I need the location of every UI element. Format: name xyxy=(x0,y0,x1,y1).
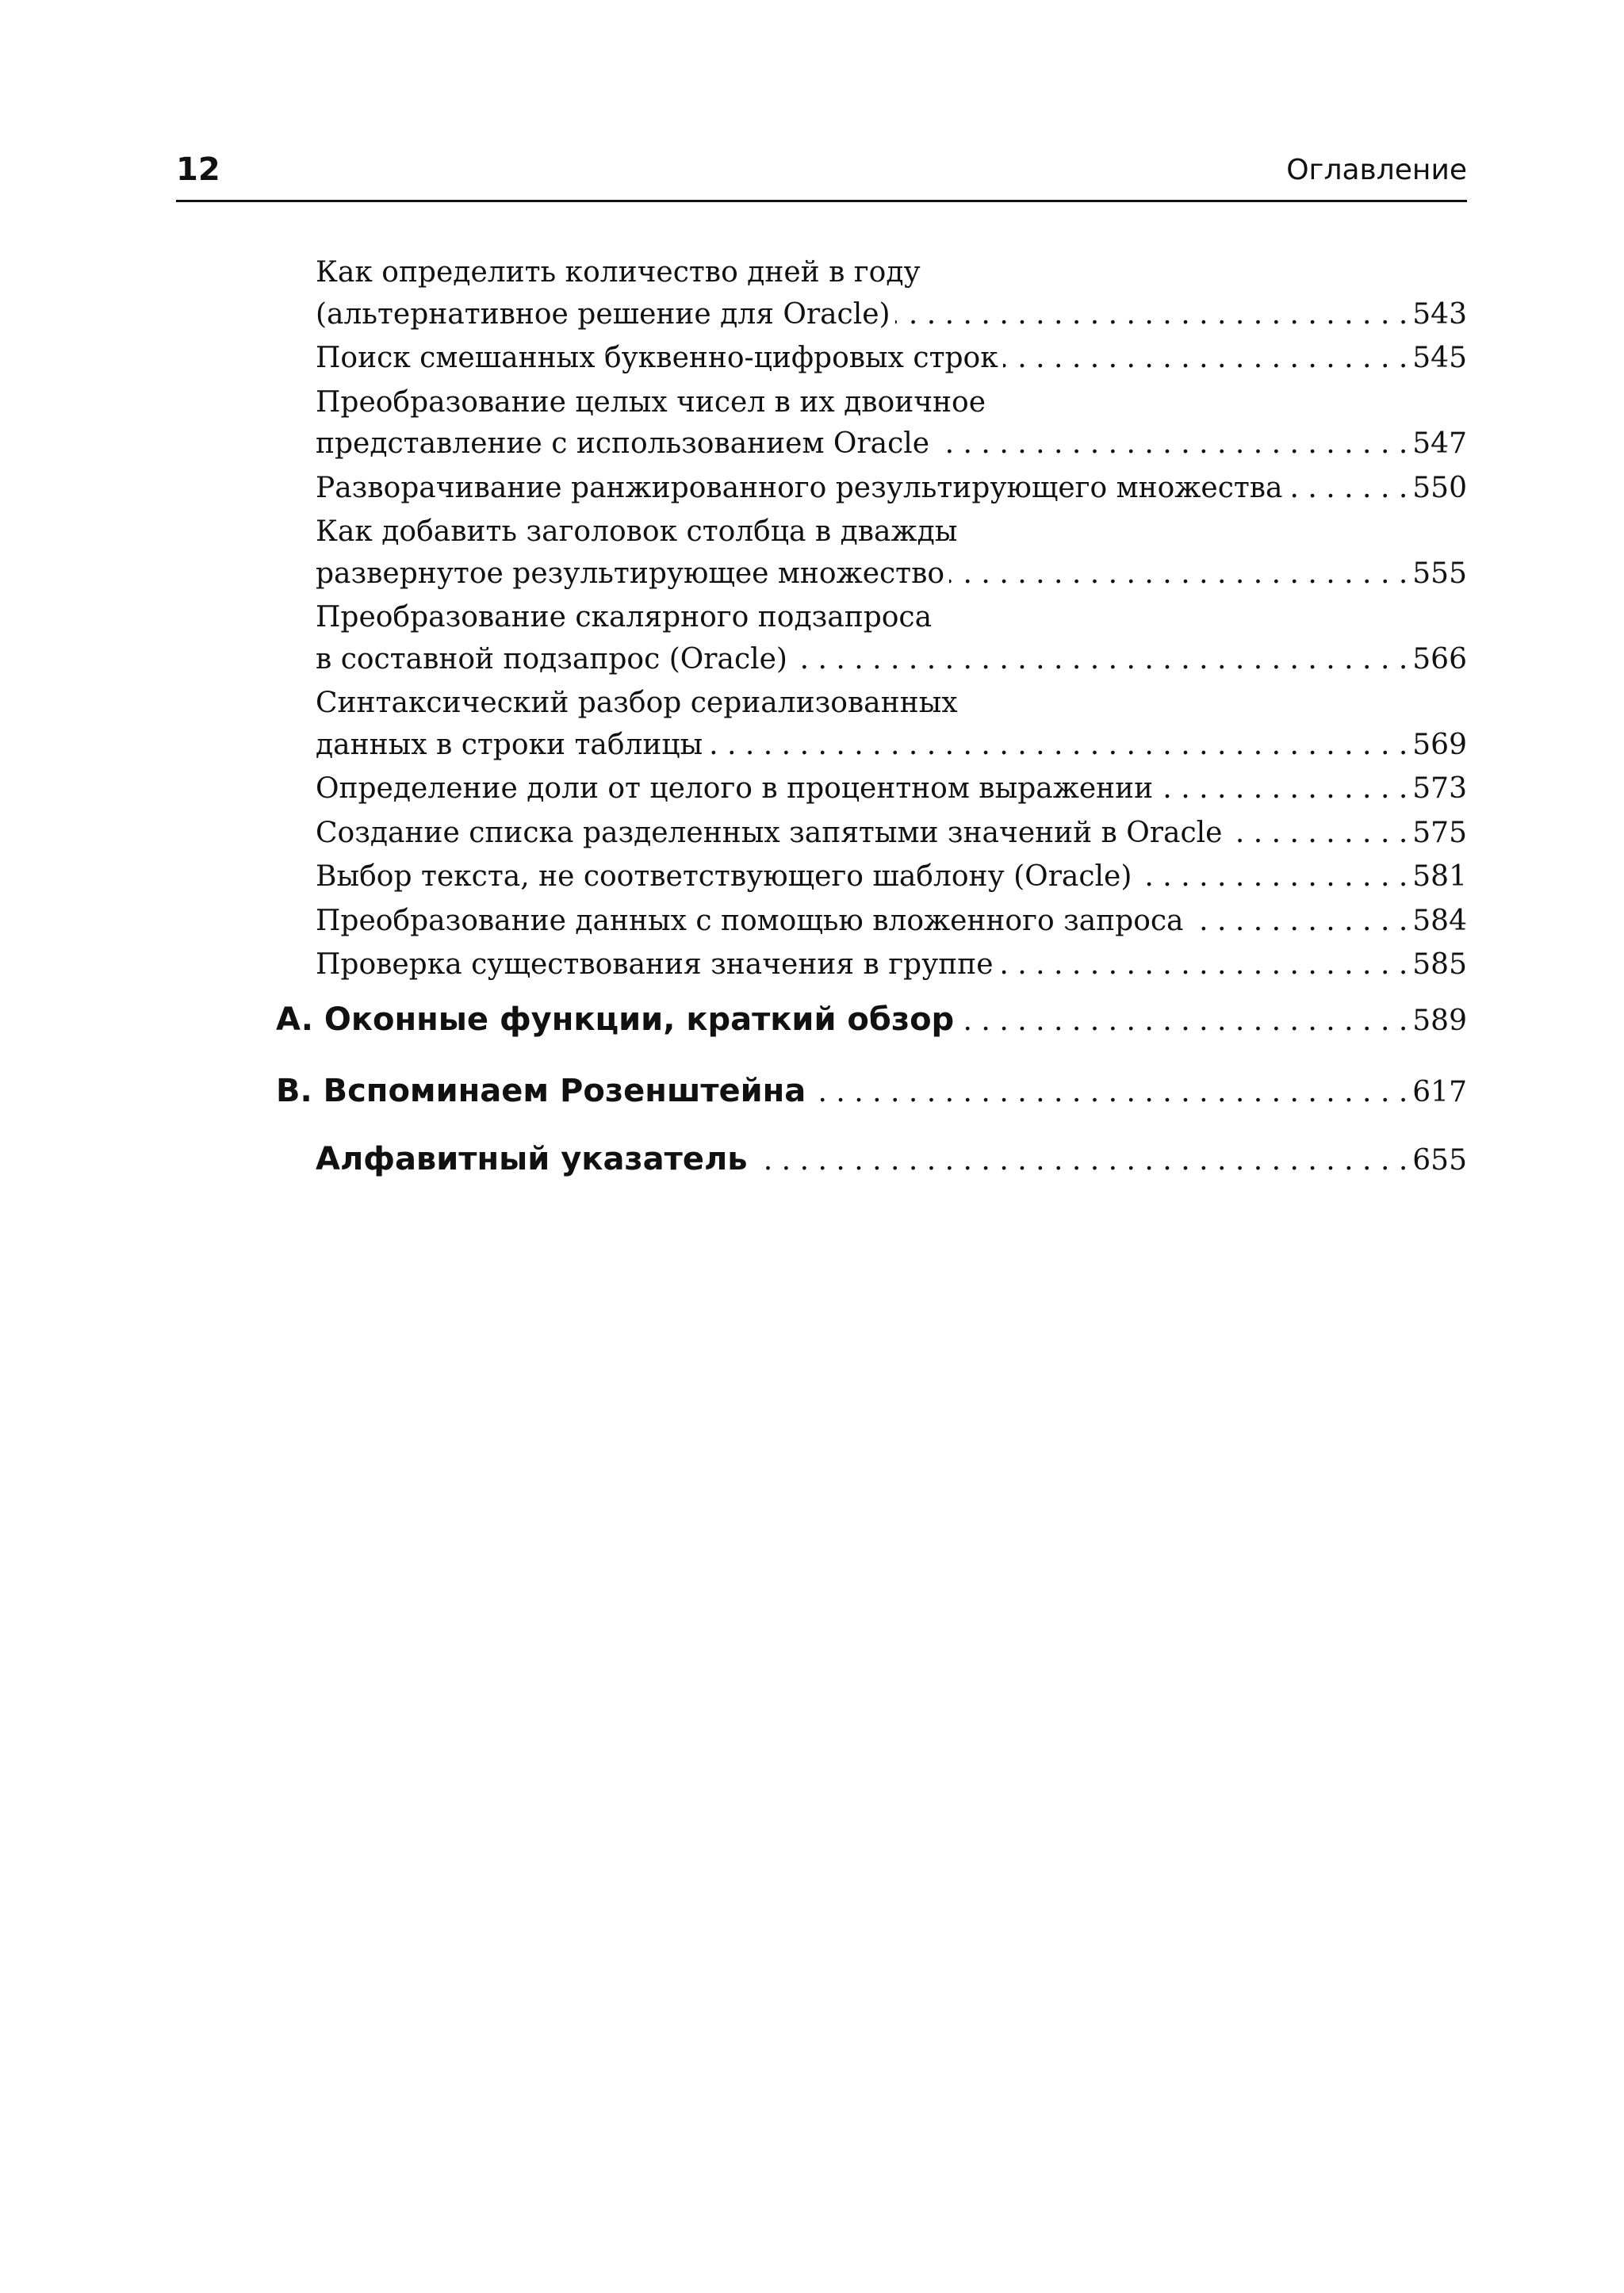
dot-leader xyxy=(1136,856,1408,898)
toc-entry[interactable] xyxy=(316,597,1467,680)
toc-entry-title-line1: Преобразование скалярного подзапроса xyxy=(316,601,933,634)
appendix-title: B. Вспоминаем Розенштейна xyxy=(276,1073,806,1109)
page-header xyxy=(176,143,1467,202)
dot-leader xyxy=(895,294,1408,336)
toc-entry-title-line1: Синтаксический разбор сериализованных xyxy=(316,687,958,719)
toc-entry[interactable] xyxy=(316,338,1467,380)
page-number: 12 xyxy=(176,151,220,188)
toc-entry-title: в составной подзапрос (Oracle) xyxy=(316,642,787,676)
appendix-page: 589 xyxy=(1412,1005,1467,1037)
dot-leader xyxy=(1003,338,1408,380)
toc-entry-title: представление с использованием Oracle xyxy=(316,427,930,460)
appendix-page: 617 xyxy=(1412,1076,1467,1108)
toc-entry-page: 547 xyxy=(1412,427,1467,460)
toc-entry-page: 575 xyxy=(1412,816,1467,849)
toc-entry-page: 555 xyxy=(1412,557,1467,590)
toc-entry-page: 550 xyxy=(1412,471,1467,504)
toc-entry[interactable] xyxy=(316,382,1467,465)
dot-leader xyxy=(1189,901,1408,943)
toc-entry-title: Преобразование данных с помощью вложенного запроса xyxy=(316,904,1184,937)
dot-leader xyxy=(707,725,1408,767)
toc-entry-page: 566 xyxy=(1412,642,1467,676)
toc-entry-page: 543 xyxy=(1412,297,1467,331)
toc-entry-page: 581 xyxy=(1412,860,1467,893)
appendix-entry-b[interactable] xyxy=(276,1070,1467,1113)
dot-leader xyxy=(1158,768,1408,810)
toc-entry-page: 573 xyxy=(1412,772,1467,805)
toc-entry-page: 585 xyxy=(1412,948,1467,981)
dot-leader xyxy=(959,1001,1408,1042)
index-entry[interactable] xyxy=(316,1139,1467,1181)
dot-leader xyxy=(934,423,1408,465)
toc-entry-title: Выбор текста, не соответствующего шаблону (Oracle) xyxy=(316,860,1132,893)
toc-entry-title: Проверка существования значения в группе xyxy=(316,948,994,981)
running-title: Оглавление xyxy=(1286,154,1467,186)
toc-entry[interactable] xyxy=(316,856,1467,898)
toc-entry[interactable] xyxy=(316,944,1467,986)
toc-entry-title-line1: Как добавить заголовок столбца в дважды xyxy=(316,515,958,548)
toc-entry[interactable] xyxy=(316,468,1467,510)
dot-leader xyxy=(753,1140,1408,1181)
toc-entry-page: 584 xyxy=(1412,904,1467,937)
dot-leader xyxy=(810,1072,1408,1113)
dot-leader xyxy=(792,639,1408,681)
appendix-title: A. Оконные функции, краткий обзор xyxy=(276,1001,955,1038)
dot-leader xyxy=(1227,813,1408,855)
toc-entry[interactable] xyxy=(316,901,1467,943)
toc-entry-title: (альтернативное решение для Oracle) xyxy=(316,297,891,331)
toc-entry-page: 545 xyxy=(1412,342,1467,374)
toc-entry-title: развернутое результирующее множество xyxy=(316,557,945,590)
toc-entry-page: 569 xyxy=(1412,728,1467,761)
dot-leader xyxy=(1288,468,1408,510)
toc-entry-title: Определение доли от целого в процентном выражении xyxy=(316,772,1154,805)
toc-entry-title-line1: Преобразование целых чисел в их двоичное xyxy=(316,385,986,419)
table-of-contents xyxy=(316,252,1467,986)
appendix-entry-a[interactable] xyxy=(276,999,1467,1042)
toc-entry[interactable] xyxy=(316,683,1467,766)
dot-leader xyxy=(998,944,1408,986)
toc-entry[interactable] xyxy=(316,511,1467,595)
toc-entry-title: Поиск смешанных буквенно-цифровых строк xyxy=(316,342,998,374)
toc-entry-title: Создание списка разделенных запятыми значений в Oracle xyxy=(316,816,1223,849)
index-page: 655 xyxy=(1412,1144,1467,1177)
toc-entry-title: данных в строки таблицы xyxy=(316,728,703,761)
toc-entry-title: Разворачивание ранжированного результирующего множества xyxy=(316,471,1283,504)
toc-entry[interactable] xyxy=(316,813,1467,855)
toc-entry[interactable] xyxy=(316,252,1467,335)
dot-leader xyxy=(949,553,1408,595)
index-title: Алфавитный указатель xyxy=(316,1141,748,1177)
toc-entry[interactable] xyxy=(316,768,1467,810)
toc-entry-title-line1: Как определить количество дней в году xyxy=(316,256,921,289)
